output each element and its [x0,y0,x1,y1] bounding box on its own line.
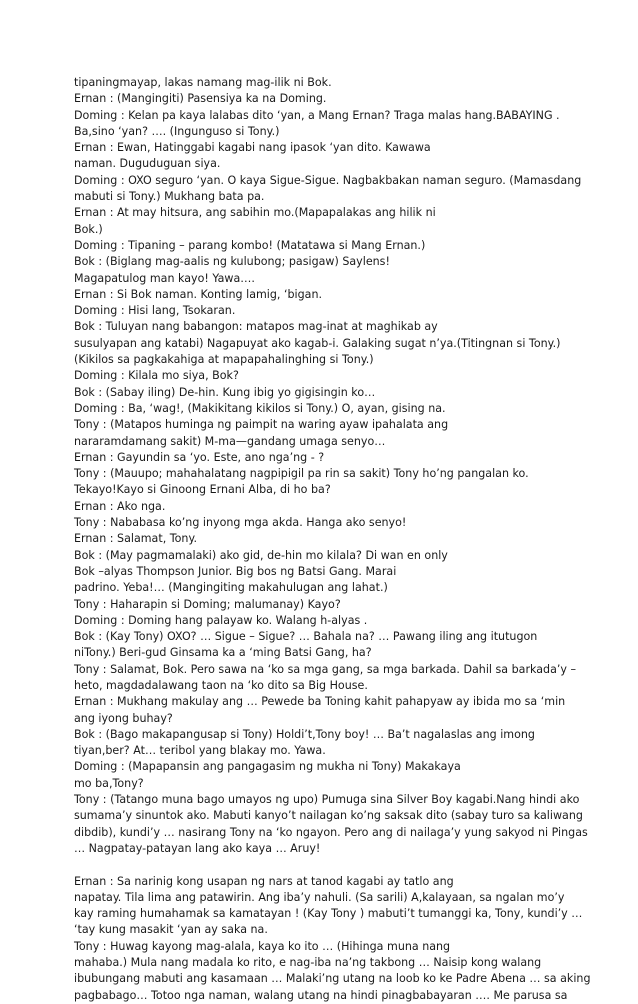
text-line: ang iyong buhay? [74,711,173,725]
text-line: Ernan : At may hitsura, ang sabihin mo.(Mapapalakas ang hilik ni [74,206,436,220]
text-line: Bok –alyas Thompson Junior. Big bos ng Batsi Gang. Marai [74,564,397,578]
text-line: Ernan : Gayundin sa ‘yo. Este, ano nga’ng - ? [74,450,325,464]
text-line: Doming : Kelan pa kaya lalabas dito ‘yan, a Mang Ernan? Traga malas hang.BABAYING . [74,108,560,122]
text-line: Doming : OXO seguro ‘yan. O kaya Sigue-Sigue. Nagbakbakan naman seguro. (Mamasdang [74,173,582,187]
text-line: mo ba,Tony? [74,776,144,790]
text-line: mahaba.) Mula nang madala ko rito, e nag-iba na’ng takbong … Naisip kong walang [74,956,542,970]
text-line: (Kikilos sa pagkakahiga at mapapahalinghing si Tony.) [74,353,374,367]
blank-line [74,857,574,873]
text-line: naman. Duguduguan siya. [74,157,221,171]
text-line: Bok.) [74,222,103,236]
text-line: … Nagpatay-patayan lang ako kaya … Aruy! [74,841,321,855]
text-line: tipaningmayap, lakas namang mag-ilik ni Bok. [74,76,332,89]
text-line: Bok : (Bago makapangusap si Tony) Holdi’t,Tony boy! … Ba’t nagalaslas ang imong [74,727,535,741]
text-line: Tony : (Tatango muna bago umayos ng upo) Pumuga sina Silver Boy kagabi.Nang hindi ako [74,793,580,807]
text-line: Doming : Hisi lang, Tsokaran. [74,304,236,318]
text-line: Ba,sino ‘yan? …. (Ingunguso si Tony.) [74,124,280,138]
text-line: napatay. Tila lima ang patawirin. Ang iba’y nahuli. (Sa sarili) A,kalayaan, sa ngalan mo’y [74,890,565,904]
text-line: sumama’y sinuntok ako. Mabuti kanyo’t nailagan ko’ng saksak dito (sabay turo sa kaliwang [74,809,583,823]
text-line: dibdib), kundi’y … nasirang Tony na ‘ko ngayon. Pero ang di nailaga’y yung sakyod ni Pingas [74,825,588,839]
text-line: mabuti si Tony.) Mukhang bata pa. [74,190,265,204]
text-line: Bok : (Biglang mag-aalis ng kulubong; pasigaw) Saylens! [74,255,390,269]
text-line: Ernan : Mukhang makulay ang … Pewede ba Toning kahit pahapyaw ay ibida mo sa ‘min [74,695,566,709]
text-line: Ernan : Salamat, Tony. [74,532,197,546]
text-line: Bok : (Sabay iling) De-hin. Kung ibig yo gigisingin ko… [74,385,376,399]
text-line: padrino. Yeba!… (Mangingiting makahulugan ang lahat.) [74,581,388,595]
text-line: Bok : Tuluyan nang babangon: matapos mag-inat at maghikab ay [74,320,438,334]
text-line: tiyan,ber? At… teribol yang blakay mo. Yawa. [74,744,326,758]
text-line: Doming : Doming hang palayaw ko. Walang h-alyas . [74,613,368,627]
text-line: heto, magdadalawang taon na ‘ko dito sa Big House. [74,678,368,692]
text-line: Bok : (Kay Tony) OXO? … Sigue – Sigue? … Bahala na? … Pawang iling ang itutugon [74,630,538,644]
text-line: nararamdamang sakit) M-ma—gandang umaga senyo… [74,434,386,448]
text-line: ibubungang mabuti ang kasamaan … Malaki’ng utang na loob ko ke Padre Abena … sa aking [74,972,591,986]
text-line: pagbabago… Totoo nga naman, walang utang na hindi pinagbabayaran …. Me parusa sa [74,988,568,1002]
text-line: Bok : (May pagmamalaki) ako gid, de-hin mo kilala? Di wan en only [74,548,448,562]
text-line: Ernan : Sa narinig kong usapan ng nars at tanod kagabi ay tatlo ang [74,874,454,888]
text-line: Ernan : Si Bok naman. Konting lamig, ‘bigan. [74,287,323,301]
text-line: Doming : Tipaning – parang kombo! (Matatawa si Mang Ernan.) [74,238,426,252]
text-line: susulyapan ang katabi) Nagapuyat ako kagab-i. Galaking sugat n’ya.(Titingnan si Tony.) [74,336,561,350]
text-line: Doming : Kilala mo siya, Bok? [74,369,239,383]
text-line: Tony : Huwag kayong mag-alala, kaya ko ito … (Hihinga muna nang [74,939,451,953]
document-page [74,75,591,1004]
text-line: Tony : Salamat, Bok. Pero sawa na ‘ko sa mga gang, sa mga barkada. Dahil sa barkada’y – [74,662,577,676]
text-line: Ernan : (Mangingiti) Pasensiya ka na Doming. [74,92,327,106]
text-line: Tony : Haharapin si Doming; malumanay) Kayo? [74,597,341,611]
text-line: niTony.) Beri-gud Ginsama ka a ‘ming Batsi Gang, ha? [74,646,372,660]
text-line: Tony : (Matapos huminga ng paimpit na waring ayaw ipahalata ang [74,418,449,432]
text-line: Ernan : Ewan, Hatinggabi kagabi nang ipasok ‘yan dito. Kawawa [74,141,431,155]
text-line: kay raming humahamak sa kamatayan ! (Kay Tony ) mabuti’t tumanggi ka, Tony, kundi’y … [74,907,583,921]
text-line: Tekayo!Kayo si Ginoong Ernani Alba, di ho ba? [74,483,331,497]
text-line: ‘tay kung masakit ‘yan ay saka na. [74,923,268,937]
text-line: Tony : Nababasa ko’ng inyong mga akda. Hanga ako senyo! [74,516,407,530]
text-line: Magapatulog man kayo! Yawa…. [74,271,255,285]
text-line: Doming : (Mapapansin ang pangagasim ng mukha ni Tony) Makakaya [74,760,461,774]
text-line: Doming : Ba, ‘wag!, (Makikitang kikilos si Tony.) O, ayan, gising na. [74,401,446,415]
text-line: Tony : (Mauupo; mahahalatang nagpipigil pa rin sa sakit) Tony ho’ng pangalan ko. [74,467,529,481]
text-line: Ernan : Ako nga. [74,499,166,513]
